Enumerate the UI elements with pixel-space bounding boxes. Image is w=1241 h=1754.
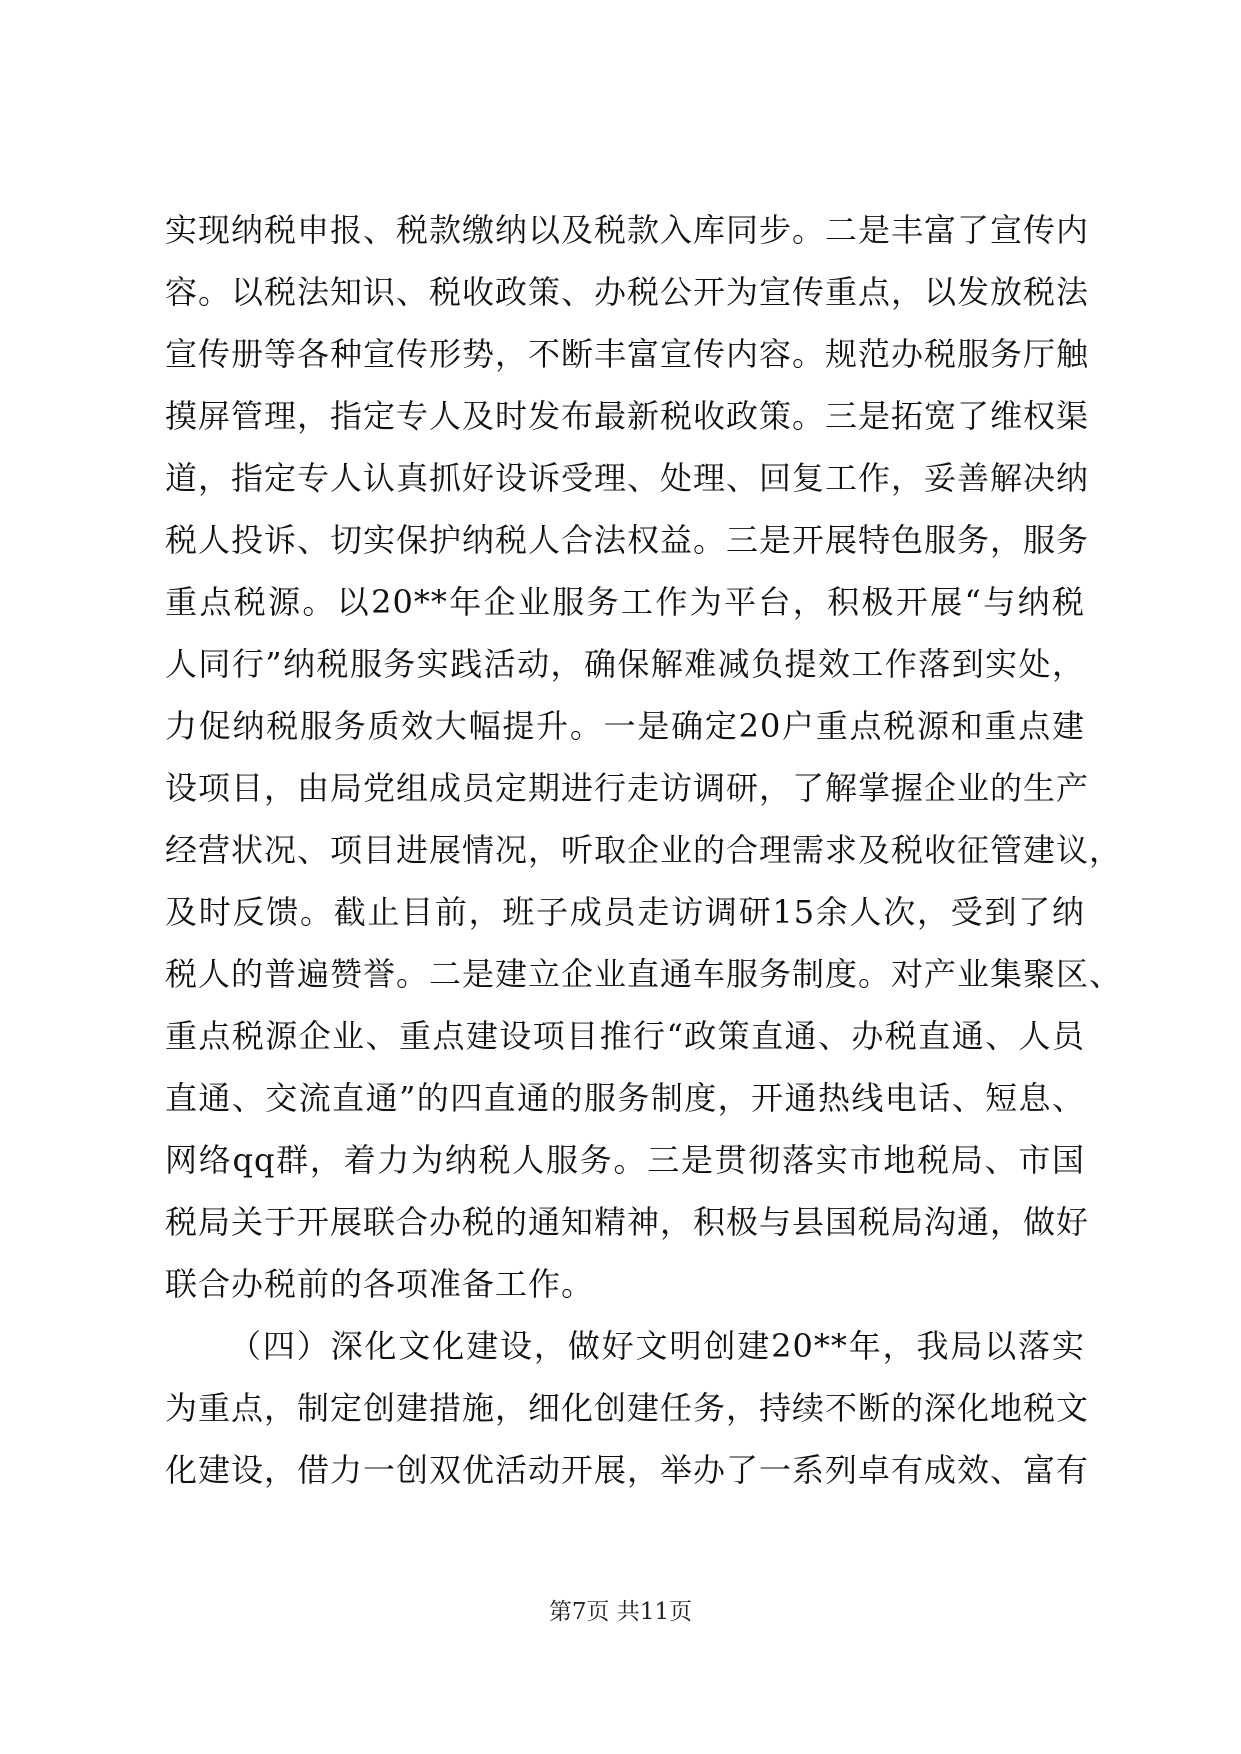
text-line: 直通、交流直通”的四直通的服务制度，开通热线电话、短息、 <box>165 1079 1085 1117</box>
text-line: 力促纳税服务质效大幅提升。一是确定20户重点税源和重点建 <box>165 707 1085 745</box>
text-line: 摸屏管理，指定专人及时发布最新税收政策。三是拓宽了维权渠 <box>165 397 1090 435</box>
text-line: 道，指定专人认真抓好设诉受理、处理、回复工作，妥善解决纳 <box>165 459 1090 497</box>
text-line: 容。以税法知识、税收政策、办税公开为宣传重点，以发放税法 <box>165 273 1090 311</box>
text-line: 税人的普遍赞誉。二是建立企业直通车服务制度。对产业集聚区、 <box>165 955 1123 993</box>
text-line: 实现纳税申报、税款缴纳以及税款入库同步。二是丰富了宣传内 <box>165 211 1090 249</box>
text-line: 设项目，由局党组成员定期进行走访调研，了解掌握企业的生产 <box>165 769 1090 807</box>
text-line: 为重点，制定创建措施，细化创建任务，持续不断的深化地税文 <box>165 1389 1090 1427</box>
page-number-footer: 第7页 共11页 <box>548 1599 693 1625</box>
text-line: 联合办税前的各项准备工作。 <box>165 1265 595 1303</box>
text-line: 及时反馈。截止目前，班子成员走访调研15余人次，受到了纳 <box>165 893 1085 931</box>
text-line: 重点税源企业、重点建设项目推行“政策直通、办税直通、人员 <box>165 1017 1085 1055</box>
text-line: 税人投诉、切实保护纳税人合法权益。三是开展特色服务，服务 <box>165 521 1090 559</box>
text-line: 人同行”纳税服务实践活动，确保解难减负提效工作落到实处， <box>165 645 1085 683</box>
text-line: 经营状况、项目进展情况，听取企业的合理需求及税收征管建议， <box>165 831 1123 869</box>
text-line: 税局关于开展联合办税的通知精神，积极与县国税局沟通，做好 <box>165 1203 1090 1241</box>
text-line: 宣传册等各种宣传形势，不断丰富宣传内容。规范办税服务厅触 <box>165 335 1090 373</box>
text-line: 网络qq群，着力为纳税人服务。三是贯彻落实市地税局、市国 <box>165 1141 1085 1179</box>
text-line: 重点税源。以20**年企业服务工作为平台，积极开展“与纳税 <box>165 583 1085 621</box>
text-line: 化建设，借力一创双优活动开展，举办了一系列卓有成效、富有 <box>165 1451 1090 1489</box>
section-heading-line: （四）深化文化建设，做好文明创建20**年，我局以落实 <box>229 1327 1085 1365</box>
